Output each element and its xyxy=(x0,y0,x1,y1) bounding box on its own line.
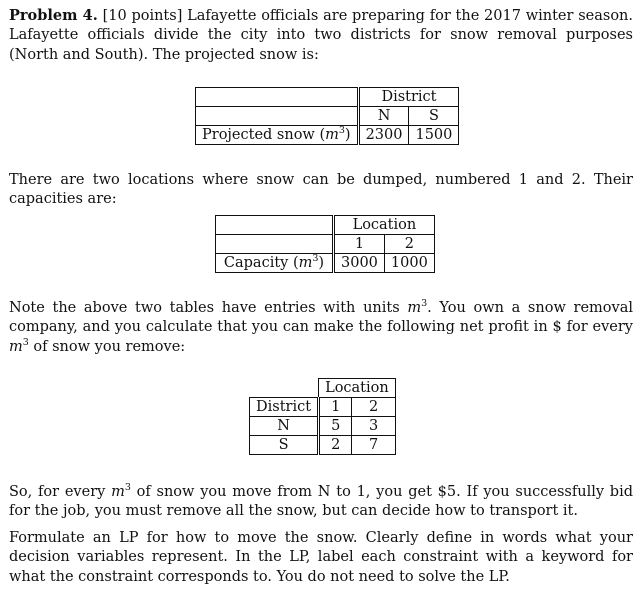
district-col-s: S xyxy=(409,107,459,126)
empty-cell xyxy=(196,107,359,126)
capacity-row-label xyxy=(216,254,334,273)
capacity-table xyxy=(215,215,435,273)
problem-label: Problem 4. xyxy=(9,7,98,24)
district-header: District xyxy=(358,88,459,107)
problem-points: [10 points] xyxy=(102,8,183,24)
profit-table xyxy=(249,378,396,455)
row-label-text: Capacity ( xyxy=(223,254,299,271)
corner-blank xyxy=(250,379,319,398)
row-label-close: ) xyxy=(318,254,325,271)
locations-paragraph xyxy=(9,171,633,210)
note-text-2: . You own a snow removal company, and you calculate that you can make the following net profit in $ for every xyxy=(9,300,633,336)
row-label-close: ) xyxy=(344,126,351,143)
unit-exp: 3 xyxy=(124,482,131,493)
unit-exp: 3 xyxy=(312,252,319,264)
so-paragraph xyxy=(9,483,633,522)
so-text-1: So, for every xyxy=(9,484,112,500)
unit-m: m xyxy=(111,484,125,500)
profit-s-1: 2 xyxy=(319,436,352,455)
corner-cell xyxy=(216,216,334,235)
unit-m: m xyxy=(407,300,422,316)
note-text-3: of snow you remove: xyxy=(28,338,186,355)
profit-n-2: 3 xyxy=(352,417,395,436)
table-row xyxy=(250,417,396,436)
formulate-paragraph xyxy=(9,529,633,587)
table-row xyxy=(250,436,396,455)
empty-cell xyxy=(216,235,334,254)
district-s-label: S xyxy=(250,436,319,455)
district-col-n: N xyxy=(358,107,409,126)
unit-m: m xyxy=(325,126,339,143)
unit-exp: 3 xyxy=(22,336,29,348)
district-n-label: N xyxy=(250,417,319,436)
location-header: Location xyxy=(334,216,435,235)
locations-text: There are two locations where snow can be dumped, numbered 1 and 2. Their capacities are: xyxy=(9,172,633,208)
note-paragraph xyxy=(9,299,633,357)
snow-n-value: 2300 xyxy=(358,126,409,145)
profit-s-2: 7 xyxy=(352,436,395,455)
formulate-text: Formulate an LP for how to move the snow. Clearly define in words what your decision variables represent. In the LP, label each constraint with a keyword for what the constraint corresponds to. You do not need to solve the LP. xyxy=(9,530,633,585)
district-row-header: District xyxy=(250,398,319,417)
snow-s-value: 1500 xyxy=(409,126,459,145)
location-col-1: 1 xyxy=(334,235,385,254)
location-col-2: 2 xyxy=(352,398,395,417)
location-col-1: 1 xyxy=(319,398,352,417)
so-text-2: of snow you move from N to 1, you get $5. If you successfully bid for the job, you must remove all the snow, but can decide how to transport it. xyxy=(9,484,634,520)
unit-exp: 3 xyxy=(338,124,345,136)
row-label-text: Projected snow ( xyxy=(202,126,326,143)
corner-cell xyxy=(196,88,359,107)
problem-intro xyxy=(9,6,633,65)
location-header: Location xyxy=(319,379,396,398)
problem-intro-text: Lafayette officials are preparing for the 2017 winter season. Lafayette officials divide the city into two districts for snow removal purposes (North and South). The projected snow is: xyxy=(9,8,634,63)
unit-exp: 3 xyxy=(421,298,428,309)
projected-snow-row-label xyxy=(196,126,359,145)
unit-m: m xyxy=(9,338,23,355)
profit-n-1: 5 xyxy=(319,417,352,436)
location-col-2: 2 xyxy=(384,235,434,254)
unit-m: m xyxy=(298,254,313,271)
capacity-1-value: 3000 xyxy=(334,254,385,273)
capacity-2-value: 1000 xyxy=(384,254,434,273)
note-text-1: Note the above two tables have entries with units xyxy=(9,300,408,316)
projected-snow-table xyxy=(195,87,459,145)
